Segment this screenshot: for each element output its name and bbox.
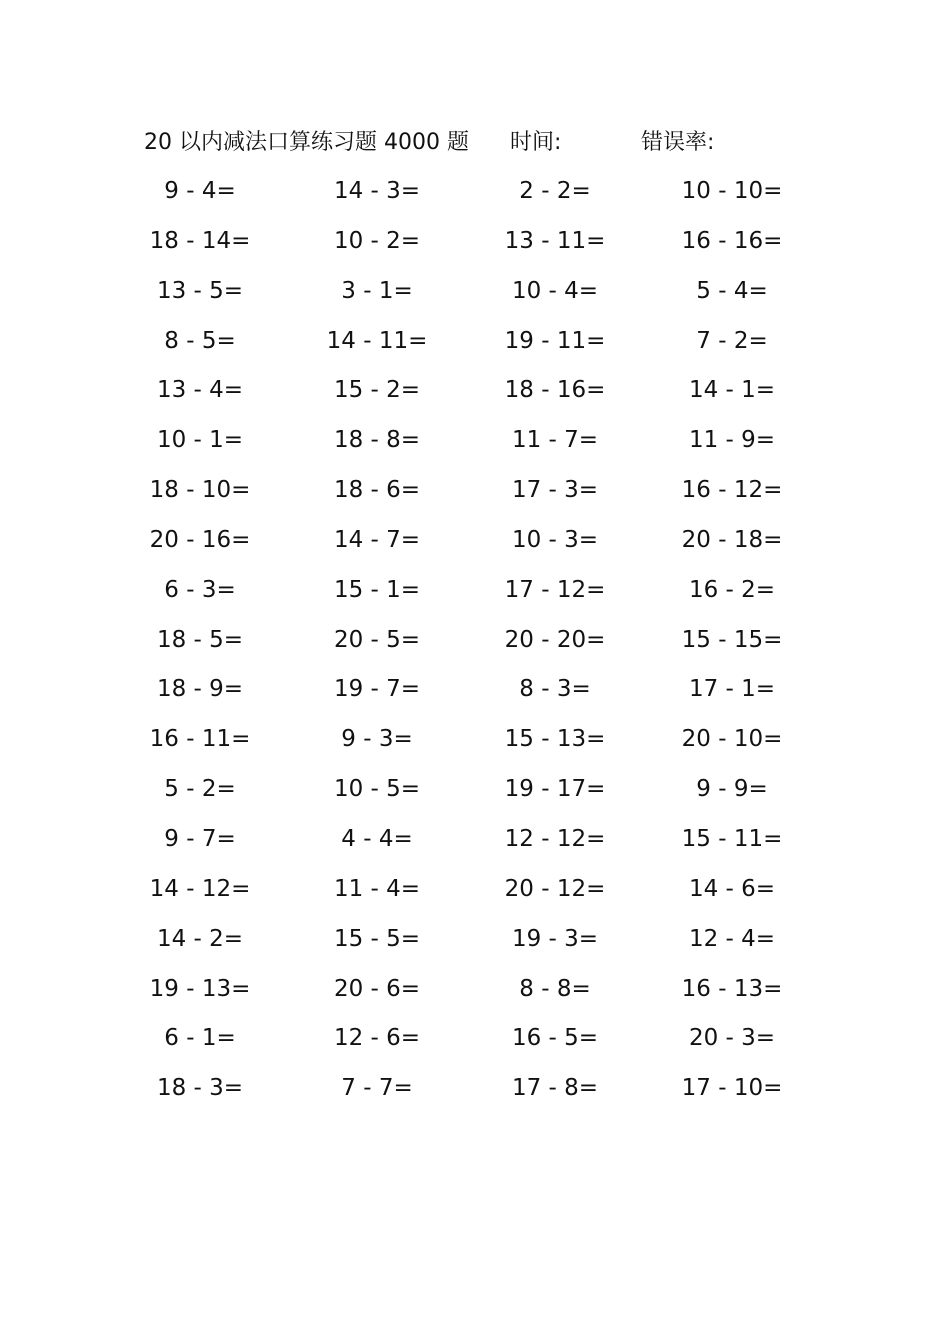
problem-cell: 10 - 5=: [333, 776, 421, 803]
problem-cell: 19 - 7=: [333, 676, 421, 703]
problem-cell: 19 - 3=: [511, 925, 599, 952]
problem-row: [130, 922, 830, 972]
problem-cell: 16 - 16=: [681, 227, 783, 254]
problem-row: [130, 174, 830, 224]
problem-cell: 20 - 16=: [149, 526, 251, 553]
problem-cell: 17 - 8=: [511, 1075, 599, 1102]
problem-row: [130, 573, 830, 623]
problem-cell: 18 - 8=: [333, 427, 421, 454]
problem-cell: 14 - 3=: [333, 178, 421, 204]
problem-cell: 2 - 2=: [519, 178, 591, 204]
problem-cell: 20 - 6=: [333, 975, 421, 1002]
worksheet-title: 20 以内减法口算练习题 4000 题: [144, 130, 469, 155]
problem-cell: 11 - 9=: [688, 427, 776, 454]
problem-cell: 17 - 3=: [511, 477, 599, 504]
problem-cell: 20 - 18=: [681, 526, 783, 553]
problem-cell: 10 - 1=: [156, 427, 244, 454]
error-rate-label: 错误率:: [641, 130, 715, 155]
problem-row: [130, 1071, 830, 1121]
problem-cell: 16 - 11=: [149, 726, 251, 753]
problem-cell: 17 - 12=: [504, 576, 606, 603]
problem-cell: 16 - 5=: [511, 1025, 599, 1052]
problem-cell: 8 - 3=: [519, 676, 591, 703]
problem-row: [130, 224, 830, 274]
problem-cell: 17 - 10=: [681, 1075, 783, 1102]
problem-cell: 16 - 13=: [681, 975, 783, 1002]
problem-row: [130, 872, 830, 922]
problem-cell: 5 - 4=: [696, 277, 768, 304]
problem-cell: 9 - 3=: [341, 726, 413, 753]
problem-cell: 15 - 1=: [333, 576, 421, 603]
problem-cell: 17 - 1=: [688, 676, 776, 703]
problem-cell: 20 - 5=: [333, 626, 421, 653]
problem-cell: 14 - 7=: [333, 526, 421, 553]
problem-row: [130, 623, 830, 673]
problem-cell: 10 - 4=: [511, 277, 599, 304]
problem-cell: 10 - 10=: [681, 178, 783, 204]
problem-row: [130, 722, 830, 772]
problem-cell: 9 - 7=: [164, 825, 236, 852]
problem-row: [130, 1021, 830, 1071]
problem-cell: 18 - 5=: [156, 626, 244, 653]
problem-cell: 15 - 11=: [681, 825, 783, 852]
problem-cell: 15 - 2=: [333, 377, 421, 404]
problem-cell: 8 - 8=: [519, 975, 591, 1002]
problem-cell: 14 - 1=: [688, 377, 776, 404]
problem-cell: 14 - 6=: [688, 875, 776, 902]
problem-cell: 14 - 12=: [149, 875, 251, 902]
problem-cell: 5 - 2=: [164, 776, 236, 803]
problem-cell: 12 - 6=: [333, 1025, 421, 1052]
problem-cell: 20 - 20=: [504, 626, 606, 653]
problem-cell: 6 - 1=: [164, 1025, 236, 1052]
problem-cell: 16 - 12=: [681, 477, 783, 504]
problem-row: [130, 274, 830, 324]
problem-row: [130, 423, 830, 473]
problem-cell: 12 - 12=: [504, 825, 606, 852]
problem-row: [130, 822, 830, 872]
problem-cell: 8 - 5=: [164, 327, 236, 354]
problem-cell: 4 - 4=: [341, 825, 413, 852]
problem-cell: 18 - 16=: [504, 377, 606, 404]
problem-row: [130, 672, 830, 722]
problem-row: [130, 772, 830, 822]
problem-cell: 19 - 13=: [149, 975, 251, 1002]
problem-cell: 18 - 9=: [156, 676, 244, 703]
problem-grid: [130, 174, 830, 1121]
problem-row: [130, 373, 830, 423]
problem-cell: 18 - 10=: [149, 477, 251, 504]
problem-cell: 18 - 3=: [156, 1075, 244, 1102]
problem-cell: 20 - 12=: [504, 875, 606, 902]
problem-cell: 7 - 7=: [341, 1075, 413, 1102]
problem-cell: 12 - 4=: [688, 925, 776, 952]
problem-row: [130, 324, 830, 374]
problem-cell: 15 - 15=: [681, 626, 783, 653]
problem-cell: 3 - 1=: [341, 277, 413, 304]
problem-cell: 18 - 14=: [149, 227, 251, 254]
problem-cell: 13 - 11=: [504, 227, 606, 254]
problem-cell: 15 - 5=: [333, 925, 421, 952]
problem-row: [130, 972, 830, 1022]
problem-cell: 20 - 3=: [688, 1025, 776, 1052]
problem-cell: 16 - 2=: [688, 576, 776, 603]
problem-cell: 10 - 2=: [333, 227, 421, 254]
problem-cell: 7 - 2=: [696, 327, 768, 354]
problem-cell: 9 - 9=: [696, 776, 768, 803]
problem-cell: 6 - 3=: [164, 576, 236, 603]
problem-cell: 20 - 10=: [681, 726, 783, 753]
problem-cell: 9 - 4=: [164, 178, 236, 204]
problem-cell: 15 - 13=: [504, 726, 606, 753]
problem-row: [130, 523, 830, 573]
problem-cell: 19 - 11=: [504, 327, 606, 354]
problem-cell: 18 - 6=: [333, 477, 421, 504]
problem-cell: 19 - 17=: [504, 776, 606, 803]
problem-cell: 14 - 2=: [156, 925, 244, 952]
problem-cell: 11 - 7=: [511, 427, 599, 454]
time-label: 时间:: [510, 130, 562, 155]
problem-cell: 11 - 4=: [333, 875, 421, 902]
problem-cell: 14 - 11=: [326, 327, 428, 354]
problem-cell: 13 - 4=: [156, 377, 244, 404]
problem-cell: 13 - 5=: [156, 277, 244, 304]
problem-cell: 10 - 3=: [511, 526, 599, 553]
problem-row: [130, 473, 830, 523]
